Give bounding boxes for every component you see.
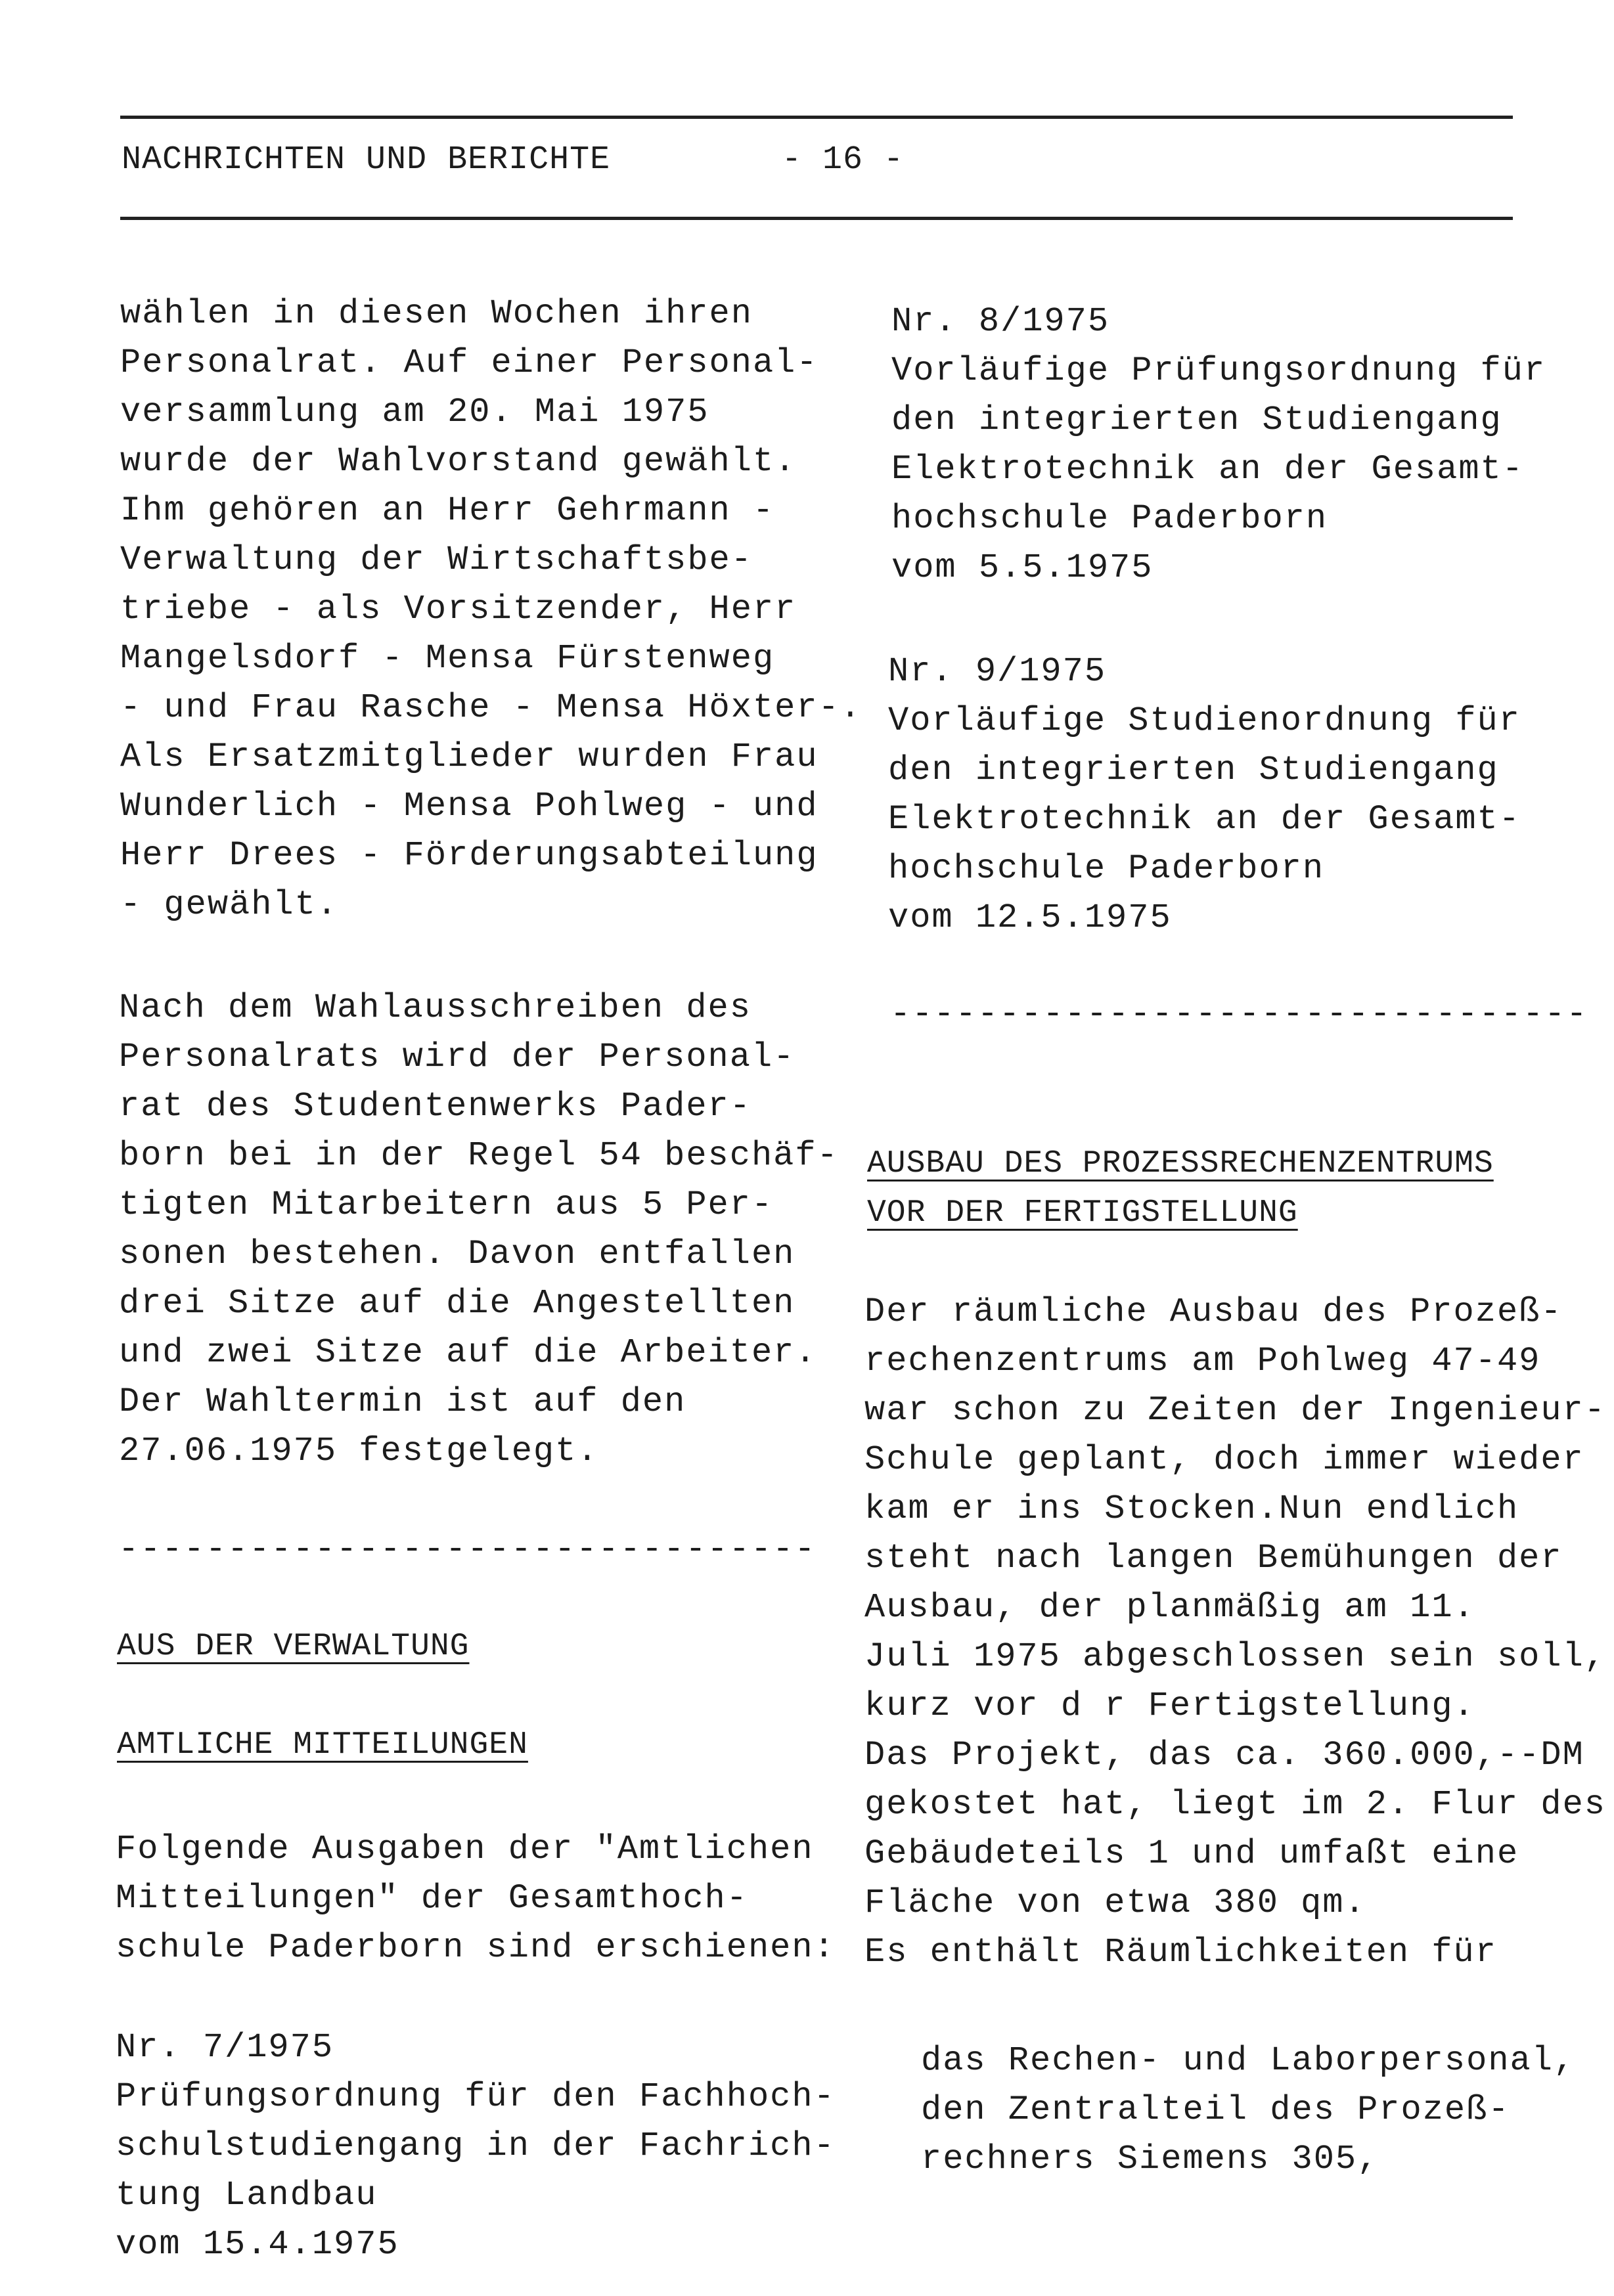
- text-line: hochschule Paderborn: [888, 849, 1325, 888]
- heading-line: VOR DER FERTIGSTELLUNG: [867, 1195, 1298, 1231]
- text-line: das Rechen- und Laborpersonal,: [921, 2041, 1576, 2080]
- text-line: wurde der Wahlvorstand gewählt.: [120, 442, 797, 481]
- text-line: vom 5.5.1975: [891, 548, 1154, 587]
- left-separator: --------------------------------: [118, 1530, 817, 1569]
- text-line: Schule geplant, doch immer wieder: [864, 1440, 1584, 1479]
- text-line: den integrierten Studiengang: [888, 751, 1499, 789]
- text-line: Der Wahltermin ist auf den: [119, 1382, 686, 1421]
- text-line: schulstudiengang in der Fachrich-: [116, 2127, 836, 2165]
- page-header-title: NACHRICHTEN UND BERICHTE: [122, 141, 611, 179]
- right-paragraph-ausbau: [864, 1287, 1606, 1977]
- section-heading-prozessrechenzentrum: [867, 1139, 1494, 1231]
- text-line: Nr. 9/1975: [888, 652, 1107, 691]
- text-line: den Zentralteil des Prozeß-: [921, 2090, 1510, 2129]
- right-entry-nr-9: [888, 647, 1521, 942]
- text-line: tung Landbau: [116, 2176, 378, 2215]
- text-line: Herr Drees - Förderungsabteilung: [120, 836, 818, 875]
- section-heading-verwaltung: [117, 1622, 469, 1671]
- text-line: tigten Mitarbeitern aus 5 Per-: [119, 1185, 774, 1224]
- text-line: drei Sitze auf die Angestellten: [119, 1284, 796, 1323]
- text-line: Fläche von etwa 380 qm.: [864, 1884, 1366, 1922]
- text-line: war schon zu Zeiten der Ingenieur-: [864, 1391, 1606, 1430]
- text-line: wählen in diesen Wochen ihren: [120, 294, 753, 333]
- header-bottom-rule: [120, 217, 1513, 220]
- text-line: Juli 1975 abgeschlossen sein soll,: [864, 1637, 1606, 1676]
- text-line: Vorläufige Prüfungsordnung für: [891, 351, 1546, 390]
- text-line: vom 12.5.1975: [888, 898, 1172, 937]
- text-line: Nr. 7/1975: [116, 2028, 334, 2067]
- left-paragraph-staff-council: [120, 289, 862, 929]
- text-line: sonen bestehen. Davon entfallen: [119, 1235, 796, 1273]
- text-line: rechners Siemens 305,: [921, 2140, 1379, 2178]
- right-entry-nr-8: [891, 297, 1546, 592]
- text-line: Elektrotechnik an der Gesamt-: [888, 800, 1521, 839]
- text-line: Folgende Ausgaben der "Amtlichen: [116, 1830, 814, 1868]
- text-line: Prüfungsordnung für den Fachhoch-: [116, 2077, 836, 2116]
- text-line: steht nach langen Bemühungen der: [864, 1539, 1563, 1578]
- header-top-rule: [120, 116, 1513, 119]
- left-paragraph-issues-intro: [116, 1824, 836, 1972]
- text-line: Personalrat. Auf einer Personal-: [120, 343, 818, 382]
- right-paragraph-rooms-list: [921, 2036, 1575, 2184]
- text-line: rat des Studentenwerks Pader-: [119, 1087, 751, 1126]
- text-line: Ihm gehören an Herr Gehrmann -: [120, 491, 775, 530]
- heading-text: AUS DER VERWALTUNG: [117, 1629, 470, 1664]
- heading-text: AMTLICHE MITTEILUNGEN: [117, 1727, 528, 1763]
- text-line: hochschule Paderborn: [891, 499, 1328, 538]
- left-paragraph-election: [119, 983, 839, 1476]
- heading-line: AUSBAU DES PROZESSRECHENZENTRUMS: [867, 1146, 1494, 1181]
- text-line: Der räumliche Ausbau des Prozeß-: [864, 1292, 1563, 1331]
- text-line: gekostet hat, liegt im 2. Flur des: [864, 1785, 1606, 1824]
- text-line: - und Frau Rasche - Mensa Höxter-.: [120, 688, 862, 727]
- text-line: rechenzentrums am Pohlweg 47-49: [864, 1342, 1541, 1380]
- section-heading-mitteilungen: [117, 1721, 528, 1770]
- text-line: kurz vor d r Fertigstellung.: [864, 1687, 1475, 1725]
- text-line: born bei in der Regel 54 beschäf-: [119, 1136, 839, 1175]
- text-line: Verwaltung der Wirtschaftsbe-: [120, 541, 753, 579]
- text-line: Mangelsdorf - Mensa Fürstenweg: [120, 639, 775, 678]
- text-line: Gebäudeteils 1 und umfaßt eine: [864, 1834, 1519, 1873]
- text-line: Elektrotechnik an der Gesamt-: [891, 450, 1524, 489]
- text-line: versammlung am 20. Mai 1975: [120, 393, 709, 431]
- text-line: Es enthält Räumlichkeiten für: [864, 1933, 1497, 1972]
- text-line: Das Projekt, das ca. 360.000,--DM: [864, 1736, 1584, 1775]
- left-entry-nr-7: [116, 2023, 836, 2269]
- text-line: Mitteilungen" der Gesamthoch-: [116, 1879, 748, 1918]
- text-line: Nach dem Wahlausschreiben des: [119, 988, 751, 1027]
- text-line: Wunderlich - Mensa Pohlweg - und: [120, 787, 818, 826]
- text-line: Als Ersatzmitglieder wurden Frau: [120, 738, 818, 776]
- text-line: Nr. 8/1975: [891, 302, 1110, 341]
- text-line: Vorläufige Studienordnung für: [888, 701, 1521, 740]
- text-line: vom 15.4.1975: [116, 2225, 399, 2264]
- right-separator: --------------------------------: [890, 995, 1588, 1034]
- text-line: Personalrats wird der Personal-: [119, 1038, 796, 1076]
- text-line: triebe - als Vorsitzender, Herr: [120, 590, 797, 629]
- text-line: - gewählt.: [120, 885, 339, 924]
- page-number: - 16 -: [782, 141, 905, 179]
- text-line: den integrierten Studiengang: [891, 401, 1502, 439]
- text-line: und zwei Sitze auf die Arbeiter.: [119, 1333, 817, 1372]
- text-line: kam er ins Stocken.Nun endlich: [864, 1490, 1519, 1528]
- text-line: 27.06.1975 festgelegt.: [119, 1432, 599, 1470]
- text-line: Ausbau, der planmäßig am 11.: [864, 1588, 1475, 1627]
- text-line: schule Paderborn sind erschienen:: [116, 1928, 836, 1967]
